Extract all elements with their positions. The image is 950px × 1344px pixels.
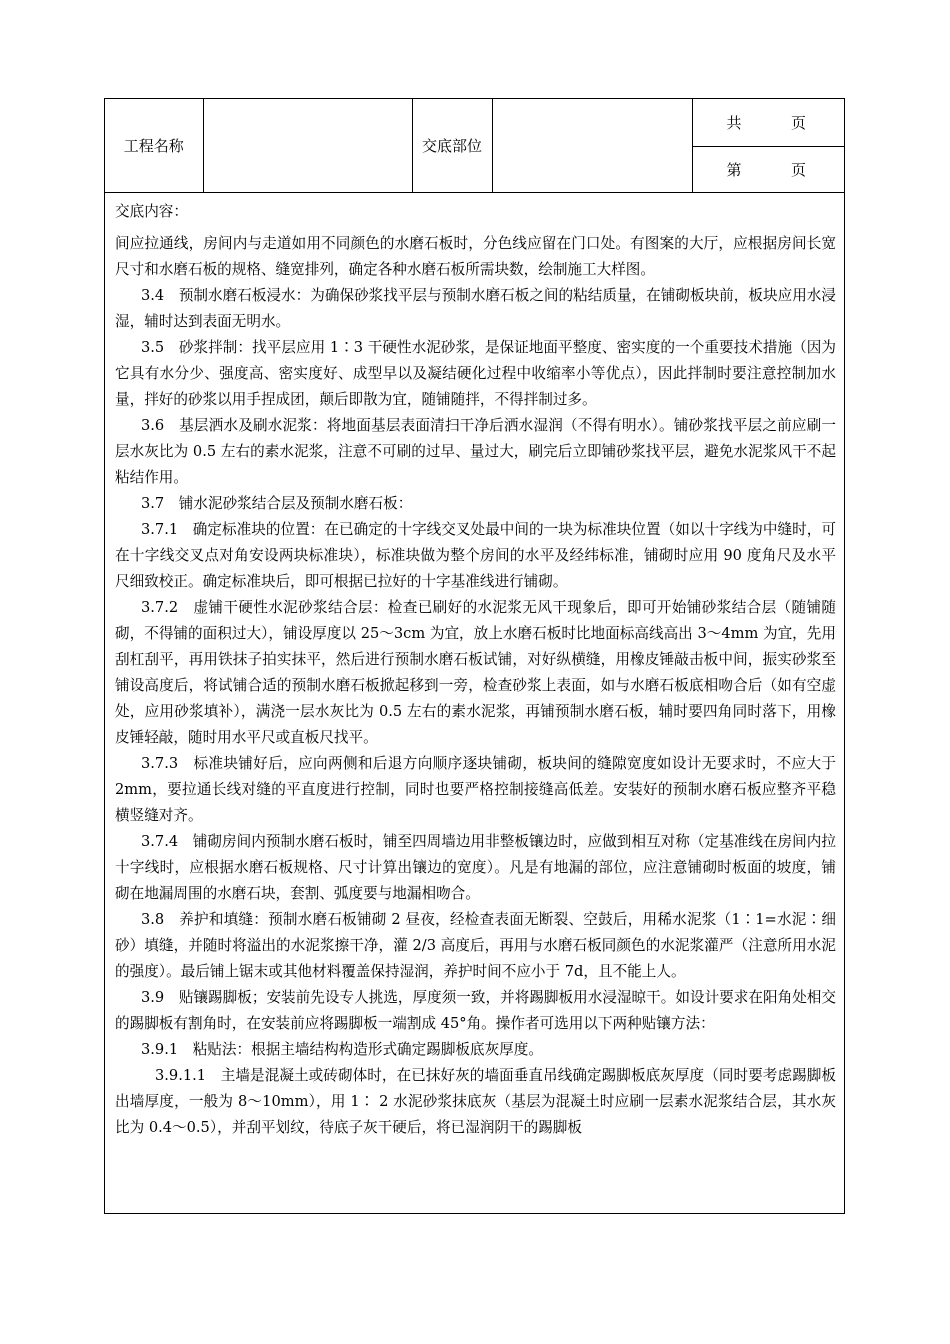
project-name-label: 工程名称 <box>105 99 203 192</box>
header-table <box>105 99 844 193</box>
paragraph: 3.9.1.1 主墙是混凝土或砖砌体时，在已抹好灰的墙面垂直吊线确定踢脚板底灰厚度（同时要考虑踢脚板出墙厚度，一般为 8～10mm），用 1∶ 2 水泥砂浆抹底灰（基层为混凝土时应刷一层素水泥浆结合层，其水灰比为 0.4～0.5），并刮平划纹，待底子灰干硬后，将已湿润阴干的踢脚板 <box>115 1067 836 1136</box>
page-number-prefix: 第 <box>726 160 742 179</box>
page-number-cell <box>692 146 844 192</box>
paragraph: 3.9 贴镶踢脚板；安装前先设专人挑选，厚度须一致，并将踢脚板用水浸湿晾干。如设计要求在阳角处相交的踢脚板有割角时，在安装前应将踢脚板一端割成 45°角。操作者可选用以下两种贴镶方法： <box>115 989 836 1032</box>
total-pages-prefix: 共 <box>726 113 742 132</box>
paragraph: 间应拉通线，房间内与走道如用不同颜色的水磨石板时，分色线应留在门口处。有图案的大厅，应根据房间长宽尺寸和水磨石板的规格、缝宽排列，确定各种水磨石板所需块数，绘制施工大样图。 <box>115 235 836 278</box>
total-pages-suffix: 页 <box>790 113 806 132</box>
paragraph: 3.7.1 确定标准块的位置：在已确定的十字线交叉处最中间的一块为标准块位置（如以十字线为中缝时，可在十字线交叉点对角安设两块标准块），标准块做为整个房间的水平及经纬标准，铺砌时应用 90 度角尺及水平尺细致校正。确定标准块后，即可根据已拉好的十字基准线进行铺砌。 <box>115 521 836 590</box>
total-pages-cell <box>692 99 844 146</box>
page-number-suffix: 页 <box>790 160 806 179</box>
paragraph: 3.9.1 粘贴法：根据主墙结构构造形式确定踢脚板底灰厚度。 <box>141 1041 543 1058</box>
paragraph: 3.8 养护和填缝：预制水磨石板铺砌 2 昼夜，经检查表面无断裂、空鼓后，用稀水泥浆（1∶1=水泥∶细砂）填缝，并随时将溢出的水泥浆擦干净，灌 2/3 高度后，再用与水磨石板同颜色的水泥浆灌严（注意所用水泥的强度）。最后铺上锯末或其他材料覆盖保持湿润，养护时间不应小于 7d，且不能上人。 <box>115 911 836 980</box>
project-name-value[interactable] <box>203 99 412 192</box>
paragraph: 3.7.3 标准块铺好后，应向两侧和后退方向顺序逐块铺砌，板块间的缝隙宽度如设计无要求时，不应大于 2mm，要拉通长线对缝的平直度进行控制，同时也要严格控制接缝高低差。安装好的预制水磨石板应整齐平稳横竖缝对齐。 <box>115 755 836 824</box>
disclosure-part-label: 交底部位 <box>412 99 492 192</box>
disclosure-form <box>104 98 845 1214</box>
content-heading: 交底内容： <box>115 203 188 220</box>
paragraph: 3.7.2 虚铺干硬性水泥砂浆结合层：检查已刷好的水泥浆无风干现象后，即可开始铺砂浆结合层（随铺随砌，不得铺的面积过大），铺设厚度以 25～3cm 为宜，放上水磨石板时比地面标高线高出 3～4mm 为宜，先用刮杠刮平，再用铁抹子拍实抹平，然后进行预制水磨石板试铺，对好纵横缝，用橡皮锤敲击板中间，振实砂浆至铺设高度后，将试铺合适的预制水磨石板掀起移到一旁，检查砂浆上表面，如与水磨石板底相吻合后（如有空虚处，应用砂浆填补），满浇一层水灰比为 0.5 左右的素水泥浆，再铺预制水磨石板，辅时要四角同时落下，用橡皮锤轻敲，随时用水平尺或直板尺找平。 <box>115 599 836 746</box>
paragraph: 3.4 预制水磨石板浸水：为确保砂浆找平层与预制水磨石板之间的粘结质量，在铺砌板块前，板块应用水浸湿，辅时达到表面无明水。 <box>115 287 836 330</box>
paragraph: 3.5 砂浆拌制：找平层应用 1∶3 干硬性水泥砂浆，是保证地面平整度、密实度的一个重要技术措施（因为它具有水分少、强度高、密实度好、成型早以及凝结硬化过程中收缩率小等优点），因此拌制时要注意控制加水量，拌好的砂浆以用手捏成团，颠后即散为宜，随铺随拌，不得拌制过多。 <box>115 339 836 408</box>
disclosure-content <box>115 199 836 1141</box>
paragraph: 3.7.4 铺砌房间内预制水磨石板时，铺至四周墙边用非整板镶边时，应做到相互对称（定基准线在房间内拉十字线时，应根据水磨石板规格、尺寸计算出镶边的宽度）。凡是有地漏的部位，应注意铺砌时板面的坡度，铺砌在地漏周围的水磨石块，套割、弧度要与地漏相吻合。 <box>115 833 836 902</box>
paragraph: 3.6 基层洒水及刷水泥浆：将地面基层表面清扫干净后洒水湿润（不得有明水）。铺砂浆找平层之前应刷一层水灰比为 0.5 左右的素水泥浆，注意不可刷的过早、量过大，刷完后立即铺砂浆找平层，避免水泥浆风干不起粘结作用。 <box>115 417 836 486</box>
disclosure-part-value[interactable] <box>492 99 692 192</box>
paragraph: 3.7 铺水泥砂浆结合层及预制水磨石板： <box>141 495 413 512</box>
